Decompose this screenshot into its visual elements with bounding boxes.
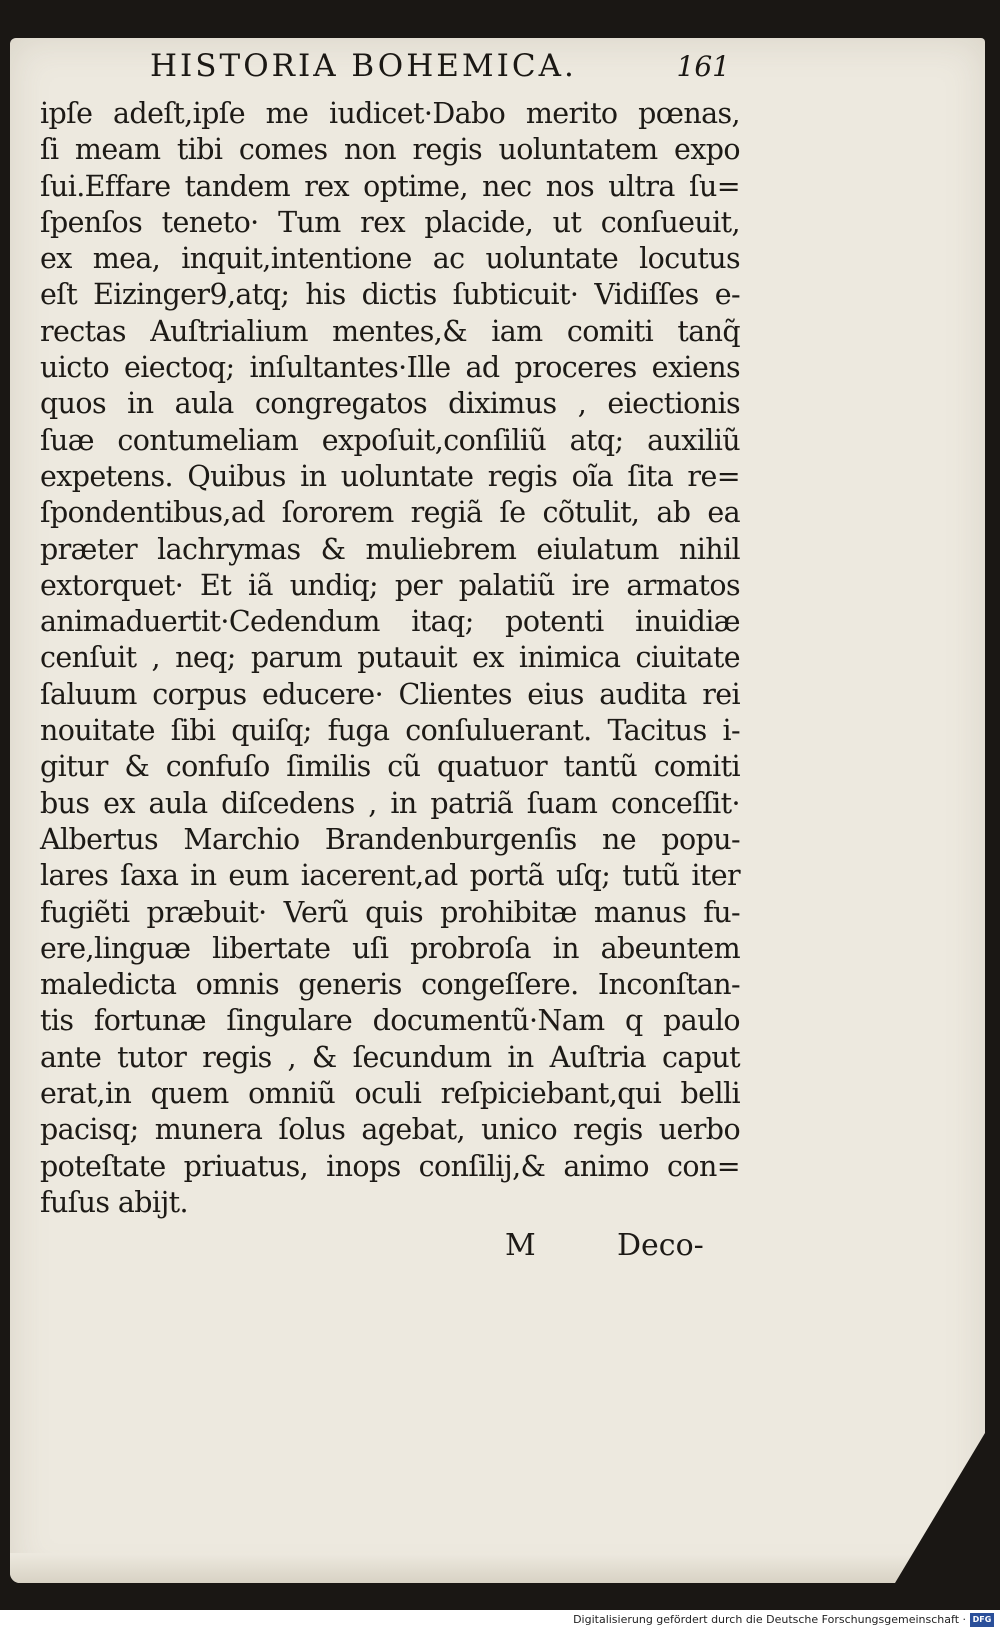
text-line: præter lachrymas & muliebrem eiulatum nihil bbox=[40, 532, 740, 566]
text-line: Albertus Marchio Brandenburgenſis ne popu- bbox=[40, 822, 740, 856]
text-line: poteſtate priuatus, inops conſilij,& animo con= bbox=[40, 1149, 740, 1183]
text-line: cenſuit , neq; parum putauit ex inimica ciuitate bbox=[40, 641, 740, 675]
page-foot bbox=[0, 1228, 1000, 1268]
text-line: fuſus abijt. bbox=[40, 1185, 188, 1219]
text-line: ſui.Effare tandem rex optime, nec nos ultra ſu= bbox=[40, 169, 740, 203]
text-line: maledicta omnis generis congeſſere. Inconſtan- bbox=[40, 968, 740, 1002]
text-line: expetens. Quibus in uoluntate regis oĩa ſita re= bbox=[40, 459, 740, 493]
text-line: bus ex aula diſcedens , in patriã ſuam conceſſit· bbox=[40, 786, 740, 820]
page-header bbox=[150, 48, 730, 98]
text-line: quos in aula congregatos diximus , eiectionis bbox=[40, 387, 740, 421]
body-text bbox=[40, 96, 740, 1221]
text-line: fugiẽti præbuit· Verũ quis prohibitæ manus fu- bbox=[40, 895, 740, 929]
text-line: eſt Eizinger9,atq; his dictis ſubticuit· Vidiſſes e- bbox=[40, 278, 740, 312]
text-line: animaduertit·Cedendum itaq; potenti inuidiæ bbox=[40, 605, 740, 639]
text-line: ſpondentibus,ad ſororem regiã ſe cõtulit, ab ea bbox=[40, 496, 740, 530]
dfg-logo-icon: DFG bbox=[970, 1613, 994, 1627]
text-line: pacisq; munera ſolus agebat, unico regis uerbo bbox=[40, 1113, 740, 1147]
funding-credit: Digitalisierung gefördert durch die Deutsche Forschungsgemeinschaft · bbox=[573, 1613, 966, 1626]
text-line: erat,in quem omniũ oculi reſpiciebant,qui belli bbox=[40, 1077, 740, 1111]
page-bottom-edge bbox=[10, 1553, 985, 1583]
text-line: tis fortunæ ſingulare documentũ·Nam q paulo bbox=[40, 1004, 740, 1038]
catchword: Deco- bbox=[617, 1228, 704, 1263]
text-line: ante tutor regis , & ſecundum in Auſtria caput bbox=[40, 1040, 740, 1074]
signature-mark: M bbox=[505, 1228, 536, 1263]
folio-number: 161 bbox=[676, 50, 730, 83]
digitization-footer bbox=[0, 1610, 1000, 1631]
text-line: ipſe adeſt,ipſe me iudicet·Dabo merito pœnas, bbox=[40, 97, 740, 130]
text-line: ex mea, inquit,intentione ac uoluntate locutus bbox=[40, 242, 740, 276]
text-line: lares ſaxa in eum iacerent,ad portã uſq; tutũ iter bbox=[40, 859, 740, 893]
text-line: ſuæ contumeliam expoſuit,conſiliũ atq; auxiliũ bbox=[40, 423, 740, 457]
text-line: ere,linguæ libertate uſi probroſa in abeuntem bbox=[40, 931, 740, 965]
text-line: nouitate ſibi quiſq; fuga conſuluerant. Tacitus i- bbox=[40, 714, 740, 748]
text-line: ſpenſos teneto· Tum rex placide, ut conſueuit, bbox=[40, 205, 740, 239]
running-head: HISTORIA BOHEMICA. bbox=[150, 48, 577, 84]
text-line: uicto eiectoq; inſultantes·Ille ad proceres exiens bbox=[40, 351, 740, 385]
torn-corner bbox=[895, 1433, 985, 1583]
text-line: ſaluum corpus educere· Clientes eius audita rei bbox=[40, 677, 740, 711]
text-line: ſi meam tibi comes non regis uoluntatem expo bbox=[40, 133, 740, 167]
text-line: extorquet· Et iã undiq; per palatiũ ire armatos bbox=[40, 568, 740, 602]
text-line: gitur & confuſo ſimilis cũ quatuor tantũ comiti bbox=[40, 750, 740, 784]
text-line: rectas Auſtrialium mentes,& iam comiti tanq̃ bbox=[40, 314, 740, 348]
